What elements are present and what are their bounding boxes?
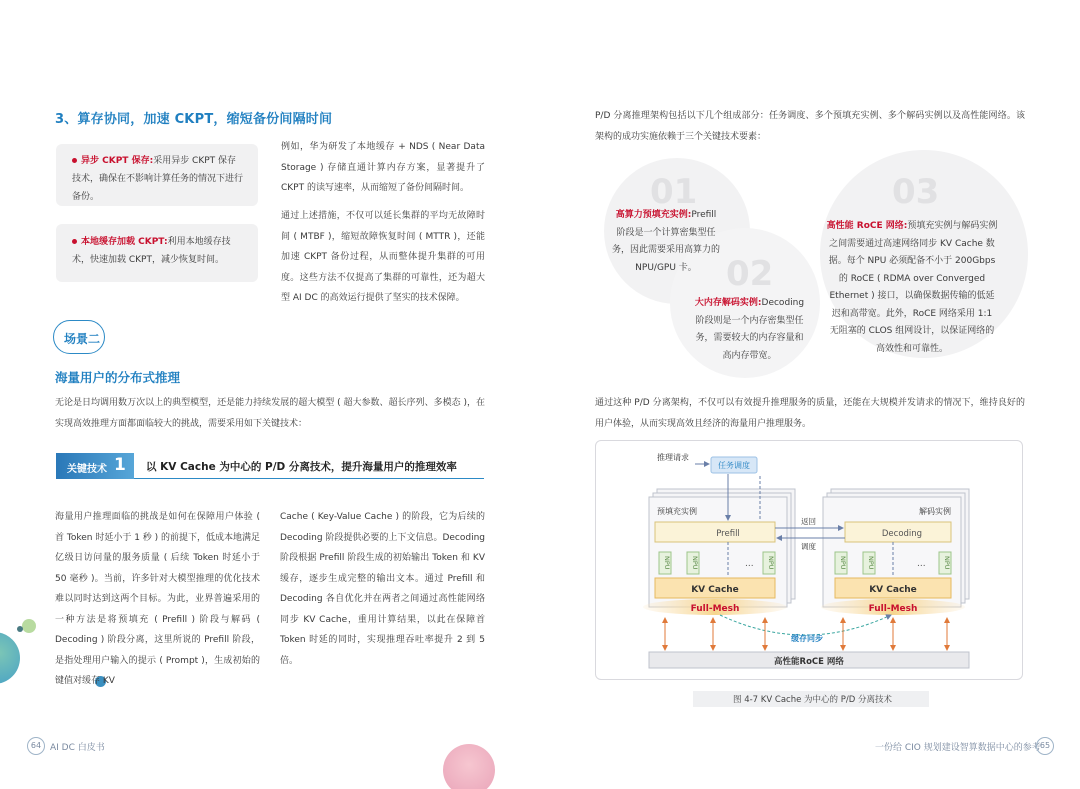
decor-circle-dark <box>17 626 23 632</box>
label-decode-group: 解码实例 <box>919 507 951 516</box>
label-prefill: Prefill <box>716 529 740 539</box>
label-dispatch: 调度 <box>801 542 816 551</box>
npu-label: NPU <box>691 556 699 570</box>
label-back: 返回 <box>801 517 816 526</box>
subsection-title: 海量用户的分布式推理 <box>55 370 181 385</box>
key-tech-tag: 关键技术 1 <box>56 453 134 479</box>
architecture-diagram-svg <box>595 440 1023 680</box>
number-02: 02 <box>726 254 774 294</box>
npu-label: NPU <box>663 556 671 570</box>
ellipsis-label: ... <box>745 559 754 569</box>
decor-circle-green <box>22 619 36 633</box>
kv-cache-label: KV Cache <box>691 585 739 595</box>
prefill-box <box>655 522 775 542</box>
key-tech-title: 以 KV Cache 为中心的 P/D 分离技术，提升海量用户的推理效率 <box>146 461 457 473</box>
label-sync: 缓存同步 <box>791 634 823 643</box>
card-local-cache-ckpt: 本地缓存加载 CKPT:利用本地缓存技术，快速加载 CKPT，减少恢复时间。 <box>56 224 258 282</box>
right-paragraph: 通过这种 P/D 分离架构，不仅可以有效提升推理服务的质量，还能在大规模并发请求的情况下，维持良好的用户体验，从而实现高效且经济的海量用户推理服务。 <box>595 398 1025 429</box>
decor-circle-teal <box>0 632 20 684</box>
page-number-left: 64 <box>27 737 45 755</box>
kv-cache-label: KV Cache <box>869 585 917 595</box>
section-title: 3、算存协同，加速 CKPT，缩短备份间隔时间 <box>55 112 333 127</box>
label-decoding: Decoding <box>881 529 923 539</box>
text-decoding: 大内存解码实例:Decoding 阶段则是一个内存密集型任务，需要较大的内存容量和高内存带宽。 <box>694 298 805 361</box>
label-prefill-group: 预填充实例 <box>657 507 697 516</box>
card-async-ckpt: 异步 CKPT 保存:采用异步 CKPT 保存技术，确保在不影响计算任务的情况下进行备份。 <box>56 144 258 206</box>
label-network: 高性能RoCE 网络 <box>774 657 844 667</box>
number-03: 03 <box>892 172 940 212</box>
number-01: 01 <box>650 172 698 212</box>
full-mesh-label: Full-Mesh <box>868 604 918 614</box>
scene-label: 场景二 <box>53 320 105 354</box>
paragraph-nds: 例如，华为研发了本地缓存 + NDS ( Near Data Storage ) 存储直通计算内存方案，显著提升了 CKPT 的读写速率，从而缩短了备份间隔时间。 <box>281 142 485 193</box>
bullet-dot-icon <box>72 239 77 244</box>
label-scheduler: 任务调度 <box>718 461 750 470</box>
full-mesh-label: Full-Mesh <box>690 604 740 614</box>
npu-label: NPU <box>767 556 775 570</box>
column-1-text: 海量用户推理面临的挑战是如何在保障用户体验 ( 首 Token 时延小于 1 秒 ) 的前提下，低成本地满足亿级日访问量的服务质量 ( 后续 Token 时延小于 50 毫秒 )。当前，许多针对大模型推理的优化技术难以同时达到这两个目标。为此，业界普遍采用的一种方法是将预填充 ( Prefill ) 阶段与解码 ( Decoding ) 阶段分离，这里所说的 Prefill 阶段，是指处理用户输入的提示 ( Prompt )，生成初始的键值对缓存 KV <box>55 512 261 686</box>
bullet-dot-icon <box>72 158 77 163</box>
footer-right-title: 一份给 CIO 规划建设智算数据中心的参考 <box>875 743 1041 753</box>
page-number-right: 65 <box>1036 737 1054 755</box>
footer-left-title: AI DC 白皮书 <box>50 743 105 753</box>
ellipsis-label: ... <box>917 559 926 569</box>
npu-label: NPU <box>867 556 875 570</box>
text-roce: 高性能 RoCE 网络:预填充实例与解码实例之间需要通过高速网络同步 KV Cache 数据。每个 NPU 必须配备不小于 200Gbps 的 RoCE ( RDMA over Converged Ethernet ) 接口，以确保数据传输的低延迟和高带宽。此外，RoCE 网络采用 1:1 无阻塞的 CLOS 组网设计，以保证网络的高效性和可靠性。 <box>826 221 998 354</box>
intro-paragraph: 无论是日均调用数万次以上的典型模型，还是能力持续发展的超大模型 ( 超大参数、超长序列、多模态 )，在实现高效推理方面都面临较大的挑战，需要采用如下关键技术： <box>55 398 485 429</box>
right-intro: P/D 分离推理架构包括以下几个组成部分：任务调度、多个预填充实例、多个解码实例以及高性能网络。该架构的成功实施依赖于三个关键技术要素： <box>595 111 1025 142</box>
cache-sync-arrow <box>720 615 891 635</box>
text-prefill: 高算力预填充实例:Prefill 阶段是一个计算密集型任务，因此需要采用高算力的 NPU/GPU 卡。 <box>612 210 721 273</box>
npu-label: NPU <box>943 556 951 570</box>
figure-caption: 图 4-7 KV Cache 为中心的 P/D 分离技术 <box>733 695 892 705</box>
npu-label: NPU <box>839 556 847 570</box>
decor-circle-pink <box>443 744 495 789</box>
label-request: 推理请求 <box>657 453 689 462</box>
column-2-text: Cache ( Key-Value Cache ) 的阶段，它为后续的 Decoding 阶段提供必要的上下文信息。Decoding 阶段根据 Prefill 阶段生成的初始输出 Token 和 KV 缓存，逐步生成完整的输出文本。通过 Prefill 和 Decoding 各自优化并在两者之间通过高性能网络同步 KV Cache，重用计算结果，以此在保障首 Token 时延的同时，实现推理吞吐率提升 2 到 5 倍。 <box>280 512 485 666</box>
paragraph-mtbf: 通过上述措施，不仅可以延长集群的平均无故障时间 ( MTBF )，缩短故障恢复时间 ( MTTR )，还能加速 CKPT 备份过程，从而整体提升集群的可用度。这些方法不仅提高了集群的可靠性，还为超大型 AI DC 的高效运行提供了坚实的技术保障。 <box>281 211 485 303</box>
